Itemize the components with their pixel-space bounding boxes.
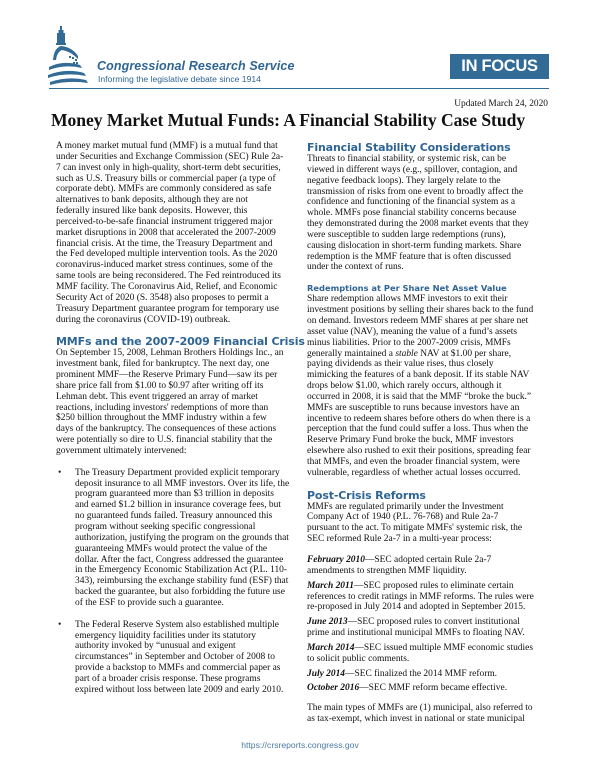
text-line xyxy=(307,566,553,577)
text-line: share price fall from $1.00 to $0.97 after writing off its xyxy=(56,380,264,391)
text-line: program without seeking specific congressional xyxy=(75,522,256,532)
text-line: SEC reformed Rule 2a-7 in a multi-year process: xyxy=(307,534,492,545)
timeline-text: —SEC proposed rules to convert institutional xyxy=(347,617,520,628)
org-name: Congressional Research Service xyxy=(97,59,295,73)
text-line: transmission of risks from one event to broadly affect the xyxy=(307,186,524,197)
right-column xyxy=(307,141,553,725)
text-line: during the coronavirus (COVID-19) outbreak. xyxy=(56,314,231,325)
text-line: perception that the fund could suffer a loss. Thus when the xyxy=(307,424,529,435)
text-line: investment bank, filed for bankruptcy. The next day, one xyxy=(56,359,270,370)
text-line: the Fed developed multiple intervention tools. As the 2020 xyxy=(56,249,278,260)
text-line: expired without loss between late 2009 and early 2010. xyxy=(75,684,284,695)
text-line: $250 billion throughout the MMF industry within a few xyxy=(56,413,267,424)
text-line xyxy=(307,617,553,628)
text-line: under Securities and Exchange Commission (SEC) Rule 2a- xyxy=(56,151,284,162)
types-paragraph xyxy=(307,703,553,725)
reforms-paragraph xyxy=(307,502,553,545)
footer-url-link[interactable]: https://crsreports.congress.gov xyxy=(241,740,359,750)
text-line: viewed in different ways (e.g., spillover, contagion, and xyxy=(307,164,518,175)
crisis-paragraph xyxy=(56,348,304,456)
text-line: paying dividends as their value rises, thus closely xyxy=(307,359,494,370)
timeline-date: October 2016 xyxy=(307,683,360,694)
text-line: corporate debt). MMFs are commonly considered as safe xyxy=(56,184,272,195)
text-line xyxy=(307,602,553,613)
text-fragment: NAV at $1.00 per share, xyxy=(417,348,512,359)
text-line: authority invoked by “unusual and exigent xyxy=(75,641,236,652)
text-line: Reserve Primary Fund broke the buck, MMF investors xyxy=(307,435,514,446)
text-line xyxy=(307,349,553,360)
text-line: MMFs are regulated primarily under the Investment xyxy=(307,501,504,512)
text-line: that MMFs, and even the broader financial system, were xyxy=(307,456,520,467)
document-title: Money Market Mutual Funds: A Financial Stability Case Study xyxy=(51,110,526,130)
text-line: authorization, justifying the program on the grounds that xyxy=(75,532,289,543)
text-line: were susceptible to sudden large redemptions (runs), xyxy=(307,229,506,240)
text-line xyxy=(307,555,553,566)
text-fragment: generally maintained a xyxy=(307,348,396,359)
section-heading-reforms: Post-Crisis Reforms xyxy=(307,488,426,502)
timeline-text: —SEC MMF reform became effective. xyxy=(359,683,508,694)
bullet-item-fed xyxy=(56,620,304,696)
text-line: of the ESF to provide such a guarantee. xyxy=(75,597,224,608)
text-line: investment positions by selling their shares back to the fund xyxy=(307,305,534,316)
text-line: asset value (NAV), meaning the value of a fund’s assets xyxy=(307,326,518,337)
nav-paragraph xyxy=(307,294,553,478)
text-line: coronavirus-induced market stress continues, some of the xyxy=(56,260,273,271)
timeline-entry xyxy=(307,581,553,614)
timeline-text: —SEC finalized the 2014 MMF reform. xyxy=(345,668,498,679)
text-line: guaranteeing MMFs would protect the value of the xyxy=(75,543,268,554)
bullet-icon: • xyxy=(58,619,62,630)
text-line: government ultimately intervened: xyxy=(56,445,187,456)
text-line: occurred in 2008, it is said that the MMF “broke the buck.” xyxy=(307,391,532,402)
timeline-entry xyxy=(307,643,553,665)
text-line: incentive to redeem shares before others do when there is a xyxy=(307,413,531,424)
text-line: on demand. Investors redeem MMF shares at per share net xyxy=(307,315,529,326)
org-tagline: Informing the legislative debate since 1914 xyxy=(98,74,261,84)
text-line: market disruptions in 2008 that accelerated the 2007-2009 xyxy=(56,227,276,238)
subheading-nav: Redemptions at Per Share Net Asset Value xyxy=(307,283,507,294)
text-line: pursuant to the act. To mitigate MMFs' systemic risk, the xyxy=(307,523,523,534)
capitol-dome-icon xyxy=(48,26,96,86)
timeline-entry xyxy=(307,555,553,577)
text-line: whole. MMFs pose financial stability concerns because xyxy=(307,208,517,219)
timeline-text: —SEC adopted certain Rule 2a-7 xyxy=(364,555,492,565)
text-line: circumstances” in September and October of 2008 to xyxy=(75,652,275,663)
text-line: MMFs are susceptible to runs because investors have an xyxy=(307,402,520,413)
text-line: elsewhere also rushed to exit their positions, spreading fear xyxy=(307,446,531,457)
timeline-entry xyxy=(307,617,553,639)
text-line: minus liabilities. Prior to the 2007-2009 crisis, MMFs xyxy=(307,337,511,348)
text-line: as tax-exempt, which invest in national or state municipal xyxy=(307,714,525,725)
bullet-item-treasury xyxy=(56,468,304,609)
bullet-icon: • xyxy=(58,467,62,478)
text-line: Threats to financial stability, or systemic risk, can be xyxy=(307,154,507,164)
updated-date: Updated March 24, 2020 xyxy=(454,99,548,109)
text-line: drops below $1.00, which rarely occurs, although it xyxy=(307,381,502,392)
text-line: dollar. After the fact, Congress addressed the guarantee xyxy=(75,554,284,565)
intro-paragraph xyxy=(56,141,304,325)
timeline-text: prime and institutional municipal MMFs to floating NAV. xyxy=(307,628,525,639)
timeline-date: March 2011 xyxy=(307,580,354,591)
text-line: no guaranteed funds failed. Treasury announced this xyxy=(75,511,273,522)
stability-paragraph xyxy=(307,154,553,273)
timeline-text: —SEC issued multiple MMF economic studies xyxy=(354,642,533,653)
timeline-text: amendments to strengthen MMF liquidity. xyxy=(307,565,467,576)
timeline-date: March 2014 xyxy=(307,642,355,653)
text-line xyxy=(307,669,553,680)
timeline-date: July 2014 xyxy=(307,668,346,679)
text-line: perceived-to-be-safe financial instrument triggered major xyxy=(56,216,273,227)
text-line xyxy=(307,654,553,665)
text-line xyxy=(307,592,553,603)
text-line: causing dislocation in short-term funding markets. Share xyxy=(307,240,522,251)
text-line: On September 15, 2008, Lehman Brothers Holdings Inc., an xyxy=(56,348,284,359)
text-line: deposit insurance to all MMF investors. Over its life, the xyxy=(75,478,290,489)
text-line xyxy=(307,643,553,654)
text-line: Lehman debt. This event triggered an array of market xyxy=(56,391,258,402)
text-line: The main types of MMFs are (1) municipal, also referred to xyxy=(307,703,533,714)
text-line: and earned $1.2 billion in insurance coverage fees, but xyxy=(75,500,281,511)
timeline-text: re-proposed in July 2014 and adopted in September 2015. xyxy=(307,602,526,613)
text-line: prominent MMF—the Reserve Primary Fund—saw its per xyxy=(56,370,278,381)
text-line: negative feedback loops). They largely relate to the xyxy=(307,175,501,186)
text-line xyxy=(307,581,553,592)
text-line: Share redemption allows MMF investors to exit their xyxy=(307,294,508,305)
text-line xyxy=(307,628,553,639)
text-line: The Federal Reserve System also established multiple xyxy=(75,619,279,630)
text-line xyxy=(307,683,553,694)
text-line: alternatives to bank deposits, although they are not xyxy=(56,195,248,206)
text-line: Treasury Department guarantee program for temporary use xyxy=(56,303,279,314)
text-line: A money market mutual fund (MMF) is a mutual fund that xyxy=(56,141,278,151)
timeline-text: references to credit ratings in MMF reforms. The rules were xyxy=(307,591,534,602)
timeline-text: to solicit public comments. xyxy=(307,653,410,664)
reform-timeline xyxy=(307,555,553,694)
text-line: under the context of runs. xyxy=(307,262,404,273)
section-heading-crisis: MMFs and the 2007-2009 Financial Crisis xyxy=(56,335,305,349)
text-line: The Treasury Department provided explicit temporary xyxy=(75,467,280,478)
text-line: program guaranteed more than $3 trillion in deposits xyxy=(75,489,274,500)
text-line: MMF facility. The Coronavirus Aid, Relief, and Economic xyxy=(56,281,278,292)
header-divider xyxy=(49,88,549,89)
timeline-entry xyxy=(307,669,553,680)
text-line: financial crisis. At the time, the Treasury Department and xyxy=(56,238,273,249)
text-line: days of the bankruptcy. The consequences of these actions xyxy=(56,424,277,435)
timeline-date: June 2013 xyxy=(307,617,348,628)
text-line: such as U.S. Treasury bills or commercial paper (a type of xyxy=(56,173,276,184)
timeline-date: February 2010 xyxy=(307,555,365,565)
text-line: were potentially so dire to U.S. financial stability that the xyxy=(56,435,273,446)
text-line: mimicking the features of a bank deposit. If its stable NAV xyxy=(307,370,530,381)
section-heading-stability: Financial Stability Considerations xyxy=(307,141,511,154)
text-line: federally insured like bank deposits. However, this xyxy=(56,206,248,217)
text-line: backed the guarantee, but also forbidding the future use xyxy=(75,587,285,598)
text-line: 343), reimbursing the exchange stability fund (ESF) that xyxy=(75,576,289,587)
text-line: same tools are being reconsidered. The Fed reintroduced its xyxy=(56,271,281,282)
text-line: reactions, including investors' redemptions of more than xyxy=(56,402,269,413)
timeline-entry xyxy=(307,683,553,694)
in-focus-badge: IN FOCUS xyxy=(450,54,549,79)
text-line: redemption is the MMF feature that is often discussed xyxy=(307,251,511,262)
text-line: vulnerable, regardless of whether actual losses occurred. xyxy=(307,467,521,478)
left-column xyxy=(56,141,304,696)
text-line: they demonstrated during the 2008 market events that they xyxy=(307,219,529,230)
text-line: confidence and functioning of the financial system as a xyxy=(307,197,516,208)
text-line: emergency liquidity facilities under its statutory xyxy=(75,630,256,641)
text-line: in the Emergency Economic Stabilization Act (P.L. 110- xyxy=(75,565,288,576)
timeline-text: —SEC proposed rules to eliminate certain xyxy=(353,580,514,591)
text-line: 7 can invest only in high-quality, short-term debt securities, xyxy=(56,162,281,173)
text-line: part of a broader crisis response. These programs xyxy=(75,673,261,684)
text-line: Security Act of 2020 (S. 3548) also proposes to permit a xyxy=(56,292,269,303)
emphasis-stable: stable xyxy=(395,348,418,359)
text-line: Company Act of 1940 (P.L. 76-768) and Rule 2a-7 xyxy=(307,512,499,523)
text-line: provide a backstop to MMFs and commercial paper as xyxy=(75,663,281,674)
